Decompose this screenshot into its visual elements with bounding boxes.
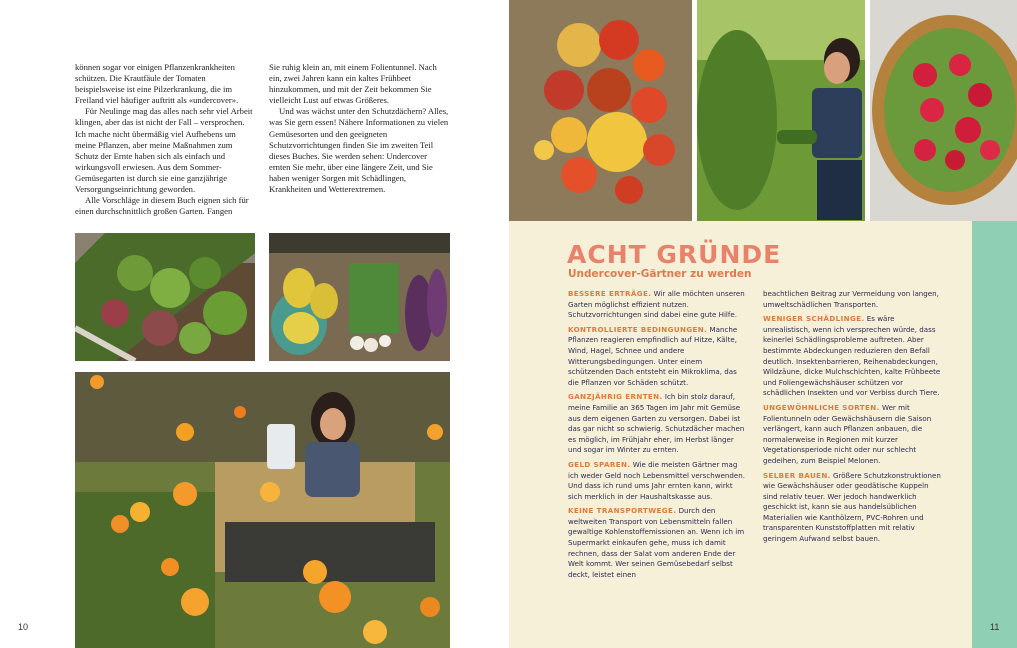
decorative-strip — [972, 221, 1017, 648]
photo-raised-bed-greens — [75, 233, 255, 361]
reason-item — [568, 325, 748, 389]
reason-item — [568, 506, 748, 580]
paragraph: Und was wächst unter den Schutzdächern? Alles, was Sie gern essen! Nähere Informationen zu vielen Gemüsesorten und den geeigneten Schutzvorrichtungen finden Sie im zweiten Teil dieses Buches. Sie werden sehen: Undercover ernten Sie mehr, über eine längere Zeit, und Sie haben weniger Sorgen mit Schädlingen, Krankheiten und Wetterextremen. — [269, 106, 449, 195]
photo-woman-in-greenhouse — [697, 0, 865, 221]
reason-head: KONTROLLIERTE BEDINGUNGEN. — [568, 324, 708, 334]
reason-head: KEINE TRANSPORTWEGE. — [568, 506, 677, 516]
reason-item — [568, 289, 748, 321]
reason-item — [763, 289, 943, 310]
page-number-right: 11 — [990, 622, 1000, 632]
reason-text: Es wäre unrealistisch, wenn ich versprechen würde, dass keinerlei Schädlingsprobleme auftreten. Aber bestimmte Abdeckungen reduzieren den Befall deutlich. Insektenbarrieren, Reihenabdeckungen, Wildzäune, dicke Mulchschichten, kalte Frühbeete und Foliengewächshäuser schützen vor schädlichen Insekten und vor Verbiss durch Tiere. — [763, 314, 941, 398]
box-subtitle: Undercover-Gärtner zu werden — [568, 268, 752, 280]
reasons-column-1 — [568, 289, 748, 584]
reason-head: GELD SPAREN. — [568, 459, 631, 469]
reason-text: Größere Schutzkonstruktionen wie Gewächshäuser oder geodätische Kuppeln sind relativ teuer. Wer jedoch handwerklich geschickt ist, kann sie aus handelsüblichen Materialien wie Kanthölzern, PVC-Rohren und transparenten Kunststoffplatten mit relativ geringem Aufwand selbst bauen. — [763, 470, 941, 544]
paragraph: können sogar vor einigen Pflanzenkrankheiten schützen. Die Krautfäule der Tomaten beispielsweise ist eine Pilzerkrankung, die im Freiland viel häufiger auftritt als «undercover». — [75, 62, 239, 106]
reason-item — [763, 314, 943, 399]
reason-head: SELBER BAUEN. — [763, 470, 831, 480]
photo-woman-with-flowers — [75, 372, 450, 648]
photo-tomatoes — [509, 0, 692, 221]
reason-text: Wie die meisten Gärtner mag ich weder Geld noch Lebensmittel verschwenden. Und dass ich rund ums Jahr ernten kann, wirkt sich merklich in der Haushaltskasse aus. — [568, 459, 746, 501]
reason-head: GANZJÄHRIG ERNTEN. — [568, 392, 663, 402]
reason-head: WENIGER SCHÄDLINGE. — [763, 314, 865, 324]
photo-squash-harvest — [269, 233, 450, 361]
reason-item — [763, 471, 943, 545]
reason-head: BESSERE ERTRÄGE. — [568, 289, 652, 298]
reason-text: beachtlichen Beitrag zur Vermeidung von langen, umweltschädlichen Transporten. — [763, 289, 939, 309]
reason-text: Wir alle möchten unseren Garten möglichst effizient nutzen. Schutzvorrichtungen sind dabei eine gute Hilfe. — [568, 289, 745, 320]
photo-radish-basket — [870, 0, 1017, 221]
reason-text: Wer mit Folientunneln oder Gewächshäusern die Saison verlängert, kann auch Pflanzen anbauen, die normalerweise in Regionen mit kurzer Vegetationsperiode nicht oder nur schlecht gedeihen, zum Beispiel Melonen. — [763, 402, 932, 465]
reason-text: Durch den weltweiten Transport von Lebensmitteln fallen gewaltige Kohlenstoffemissionen an. Wenn ich im Supermarkt einkaufen gehe, muss ich damit rechnen, dass der Salat vom anderen Ende der Welt kommt. Wer seinen Gemüsebedarf selbst deckt, leistet einen — [568, 506, 745, 579]
reason-text: Manche Pflanzen reagieren empfindlich auf Hitze, Kälte, Wind, Hagel, Schnee und andere Witterungsbedingungen. Unter einem schützenden Dach entsteht ein Mikroklima, das die Pflanzen vor Schäden schützt. — [568, 324, 738, 387]
reason-item — [763, 403, 943, 467]
left-text-column-1 — [75, 62, 255, 217]
box-title: ACHT GRÜNDE — [567, 240, 782, 269]
paragraph: Sie ruhig klein an, mit einem Folientunnel. Nach ein, zwei Jahren kann ein kaltes Frühbeet hinzukommen, und mit der Zeit bekommen Sie vielleicht Lust auf etwas Größeres. — [269, 62, 437, 106]
left-text-column-2 — [269, 62, 449, 195]
page-number-left: 10 — [18, 622, 29, 632]
reason-text: Ich bin stolz darauf, meine Familie an 365 Tagen im Jahr mit Gemüse aus dem eigenen Garten zu versorgen. Dabei ist das gar nicht so schwierig. Schutzdächer machen es möglich, im Frühjahr eher, im Herbst länger und sogar im Winter zu ernten. — [568, 392, 745, 455]
reasons-column-2 — [763, 289, 943, 549]
paragraph: Für Neulinge mag das alles nach sehr viel Arbeit klingen, aber das ist nicht der Fall – versprochen. Ich mache nicht übermäßig viel Aufhebens um meine Pflanzen, aber meine Maßnahmen zum Schutz der Ernte haben sich als einfach und wirkungsvoll erwiesen. Aus dem Sommer-Gemüsegarten ist durch sie eine ganzjährige Versorgungseinrichtung geworden. — [75, 106, 253, 195]
reason-item — [568, 392, 748, 456]
paragraph: Alle Vorschläge in diesem Buch eignen sich für einen durchschnittlich großen Garten. Fangen — [75, 195, 249, 217]
reason-head: UNGEWÖHNLICHE SORTEN. — [763, 402, 880, 412]
reason-item — [568, 460, 748, 502]
